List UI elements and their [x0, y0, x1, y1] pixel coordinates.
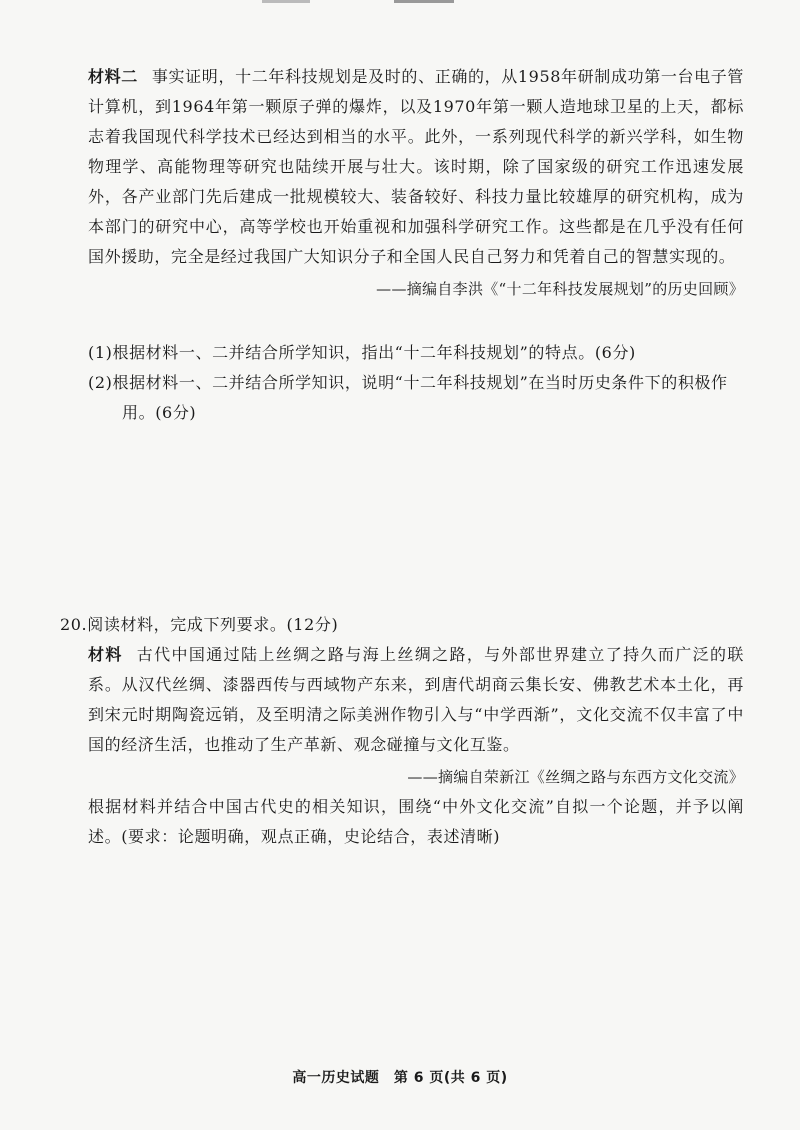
scan-mark — [262, 0, 310, 3]
question-20-material-paragraph — [88, 640, 744, 760]
page-footer: 高一历史试题 第 6 页(共 6 页) — [292, 1070, 508, 1086]
material-two-section — [88, 62, 744, 304]
question-19-subquestions — [88, 338, 744, 428]
material-two-label: 材料二 — [88, 67, 138, 86]
scan-mark — [394, 0, 454, 3]
material-two-source: ——摘编自李洪《“十二年科技发展规划”的历史回顾》 — [376, 280, 744, 298]
question-20-task: 根据材料并结合中国古代史的相关知识，围绕“中外文化交流”自拟一个论题，并予以阐述。(要求：论题明确，观点正确，史论结合，表述清晰) — [88, 797, 744, 846]
question-20-material-text: 古代中国通过陆上丝绸之路与海上丝绸之路，与外部世界建立了持久而广泛的联系。从汉代丝绸、漆器西传与西域物产东来，到唐代胡商云集长安、佛教艺术本土化，再到宋元时期陶瓷远销，及至明清之际美洲作物引入与“中学西渐”，文化交流不仅丰富了中国的经济生活，也推动了生产革新、观念碰撞与文化互鉴。 — [88, 645, 744, 754]
question-20-source: ——摘编自荣新江《丝绸之路与东西方文化交流》 — [407, 768, 744, 786]
question-19-part-1: (1)根据材料一、二并结合所学知识，指出“十二年科技规划”的特点。(6分) — [88, 343, 636, 362]
question-20-heading: 20.阅读材料，完成下列要求。(12分) — [60, 615, 339, 634]
material-two-paragraph — [88, 62, 744, 272]
material-two-text: 事实证明，十二年科技规划是及时的、正确的，从1958年研制成功第一台电子管计算机，到1964年第一颗原子弹的爆炸，以及1970年第一颗人造地球卫星的上天，都标志着我国现代科学技术已经达到相当的水平。此外，一系列现代科学的新兴学科，如生物物理学、高能物理等研究也陆续开展与壮大。该时期，除了国家级的研究工作迅速发展外，各产业部门先后建成一批规模较大、装备较好、科技力量比较雄厚的研究机构，成为本部门的研究中心，高等学校也开始重视和加强科学研究工作。这些都是在几乎没有任何国外援助，完全是经过我国广大知识分子和全国人民自己努力和凭着自己的智慧实现的。 — [88, 67, 744, 266]
question-20-material-label: 材料 — [88, 645, 123, 664]
question-19-part-2: (2)根据材料一、二并结合所学知识，说明“十二年科技规划”在当时历史条件下的积极作用。(6分) — [88, 373, 728, 422]
question-20-section — [88, 640, 744, 852]
